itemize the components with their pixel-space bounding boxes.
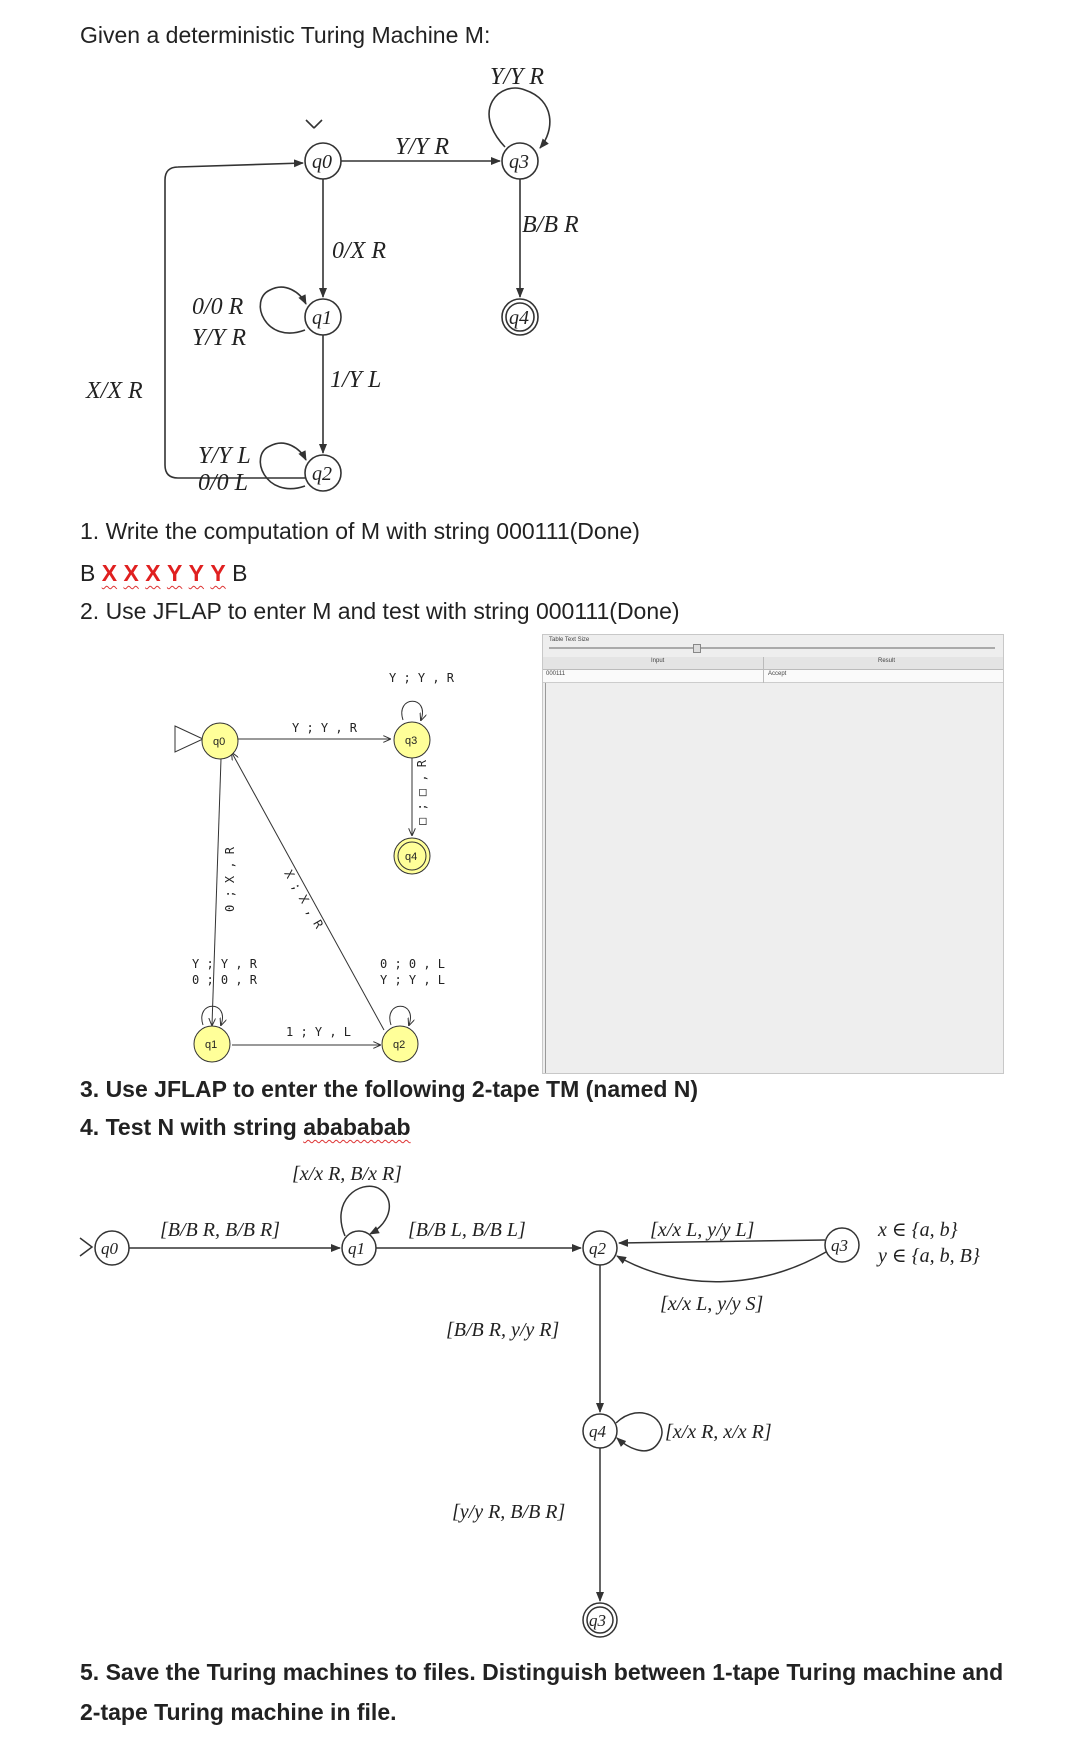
n-label-q1-q2: [B/B L, B/B L] bbox=[408, 1219, 526, 1241]
m-edge-q3-loop bbox=[489, 88, 550, 148]
task-3-text: 3. Use JFLAP to enter the following 2-tape TM (named N) bbox=[80, 1076, 699, 1102]
n-label-y-domain: y ∈ {a, b, B} bbox=[878, 1245, 980, 1267]
m-state-label: q4 bbox=[509, 307, 529, 329]
n-state-label: q2 bbox=[589, 1239, 606, 1258]
tape-blank-left: B bbox=[80, 560, 96, 586]
n-state-label: q0 bbox=[101, 1239, 118, 1258]
j-edge-q2-loop bbox=[390, 1006, 411, 1025]
tape-symbol: X bbox=[123, 560, 139, 586]
intro-text: Given a deterministic Turing Machine M: bbox=[80, 22, 491, 48]
header-result: Result bbox=[878, 658, 896, 664]
n-label-q3-q2-bottom: [x/x L, y/y S] bbox=[660, 1293, 764, 1315]
m-state-label: q2 bbox=[312, 463, 332, 485]
table-text-size-label: Table Text Size bbox=[549, 637, 590, 643]
n-label-q3-q2-top: [x/x L, y/y L] bbox=[650, 1219, 755, 1241]
j-label-q3-loop: Y ; Y , R bbox=[389, 671, 455, 685]
row-result-value: Accept bbox=[768, 671, 787, 677]
j-state-label: q4 bbox=[405, 851, 418, 863]
m-state-label: q0 bbox=[312, 151, 332, 173]
j-state-label: q1 bbox=[205, 1039, 218, 1051]
m-label-q1-loop-b: Y/Y R bbox=[192, 325, 247, 351]
tape-symbol: Y bbox=[210, 560, 226, 586]
n-state-label: q3 bbox=[831, 1236, 848, 1255]
j-start-triangle bbox=[175, 726, 203, 752]
m-edge-labels bbox=[85, 64, 579, 496]
j-label-q1-loop-a: Y ; Y , R bbox=[192, 957, 258, 971]
j-label-q0-q1: 0 ; X , R bbox=[223, 846, 237, 912]
n-state-label: q3 bbox=[589, 1611, 606, 1630]
j-label-q1-q2: 1 ; Y , L bbox=[286, 1025, 352, 1039]
m-state-label: q3 bbox=[509, 151, 529, 173]
n-label-q4-loop: [x/x R, x/x R] bbox=[665, 1421, 772, 1443]
n-edge-q3-q2-bottom bbox=[617, 1252, 826, 1282]
row-input-value: 000111 bbox=[546, 671, 566, 677]
task-4-string: abababab bbox=[303, 1114, 411, 1140]
tape-symbol: X bbox=[145, 560, 161, 586]
n-state-label: q4 bbox=[589, 1422, 606, 1441]
n-label-q4-q3: [y/y R, B/B R] bbox=[452, 1501, 566, 1523]
j-state-label: q3 bbox=[405, 735, 418, 747]
m-label-q1-loop-a: 0/0 R bbox=[192, 294, 244, 320]
m-label-q3-q4: B/B R bbox=[522, 212, 579, 238]
j-label-q2-loop-b: Y ; Y , L bbox=[380, 973, 446, 987]
m-label-q2-q0: X/X R bbox=[86, 378, 143, 404]
tape-symbol: X bbox=[101, 560, 118, 586]
j-state-label: q0 bbox=[213, 736, 226, 748]
m-label-q2-loop-b: 0/0 L bbox=[198, 470, 249, 496]
m-start-marker bbox=[306, 120, 322, 128]
m-label-q3-loop: Y/Y R bbox=[490, 64, 545, 90]
j-state-label: q2 bbox=[393, 1039, 406, 1051]
m-label-q2-loop-a: Y/Y L bbox=[198, 443, 251, 469]
m-state-labels bbox=[312, 151, 529, 485]
machine-n-diagram bbox=[80, 1186, 859, 1637]
tape-symbol: Y bbox=[188, 560, 205, 586]
tape-blank-right: B bbox=[232, 560, 248, 586]
n-edge-q1-loop bbox=[341, 1186, 389, 1236]
n-label-q2-q4: [B/B R, y/y R] bbox=[446, 1319, 560, 1341]
m-label-q0-q1: 0/X R bbox=[332, 238, 386, 264]
m-edge-q2-q0 bbox=[165, 163, 305, 478]
j-label-q2-loop-a: 0 ; 0 , L bbox=[380, 957, 446, 971]
j-label-q1-loop-b: 0 ; 0 , R bbox=[192, 973, 258, 987]
n-edge-q4-loop bbox=[616, 1413, 662, 1451]
n-state-label: q1 bbox=[348, 1239, 365, 1258]
m-label-q1-q2: 1/Y L bbox=[330, 367, 382, 393]
n-label-q1-loop: [x/x R, B/x R] bbox=[292, 1163, 402, 1185]
n-label-q0-q1: [B/B R, B/B R] bbox=[160, 1219, 280, 1241]
j-label-q0-q3: Y ; Y , R bbox=[292, 721, 358, 735]
task-1-text: 1. Write the computation of M with string 000111(Done) bbox=[80, 518, 640, 544]
m-label-q0-q3: Y/Y R bbox=[395, 134, 450, 160]
m-edge-q1-loop bbox=[260, 287, 306, 333]
j-edge-q3-loop bbox=[402, 701, 423, 720]
task-4-prefix: 4. Test N with string bbox=[80, 1114, 304, 1140]
n-edge-labels bbox=[160, 1163, 980, 1523]
task-2-text: 2. Use JFLAP to enter M and test with string 000111(Done) bbox=[80, 598, 680, 624]
j-label-q3-q4: □ ; □ , R bbox=[415, 759, 429, 825]
n-label-x-domain: x ∈ {a, b} bbox=[878, 1219, 958, 1241]
j-label-q2-q0: X ; X , R bbox=[281, 867, 327, 931]
task-5-text: 5. Save the Turing machines to files. Distinguish between 1-tape Turing machine and 2-tape Turing machine in file. bbox=[80, 1659, 1004, 1725]
m-state-label: q1 bbox=[312, 307, 332, 329]
machine-m-diagram bbox=[165, 88, 550, 491]
tape-symbol: Y bbox=[166, 560, 183, 586]
m-edge-q2-loop bbox=[260, 443, 306, 489]
header-input: Input bbox=[651, 658, 665, 664]
n-start-marker bbox=[80, 1238, 92, 1256]
